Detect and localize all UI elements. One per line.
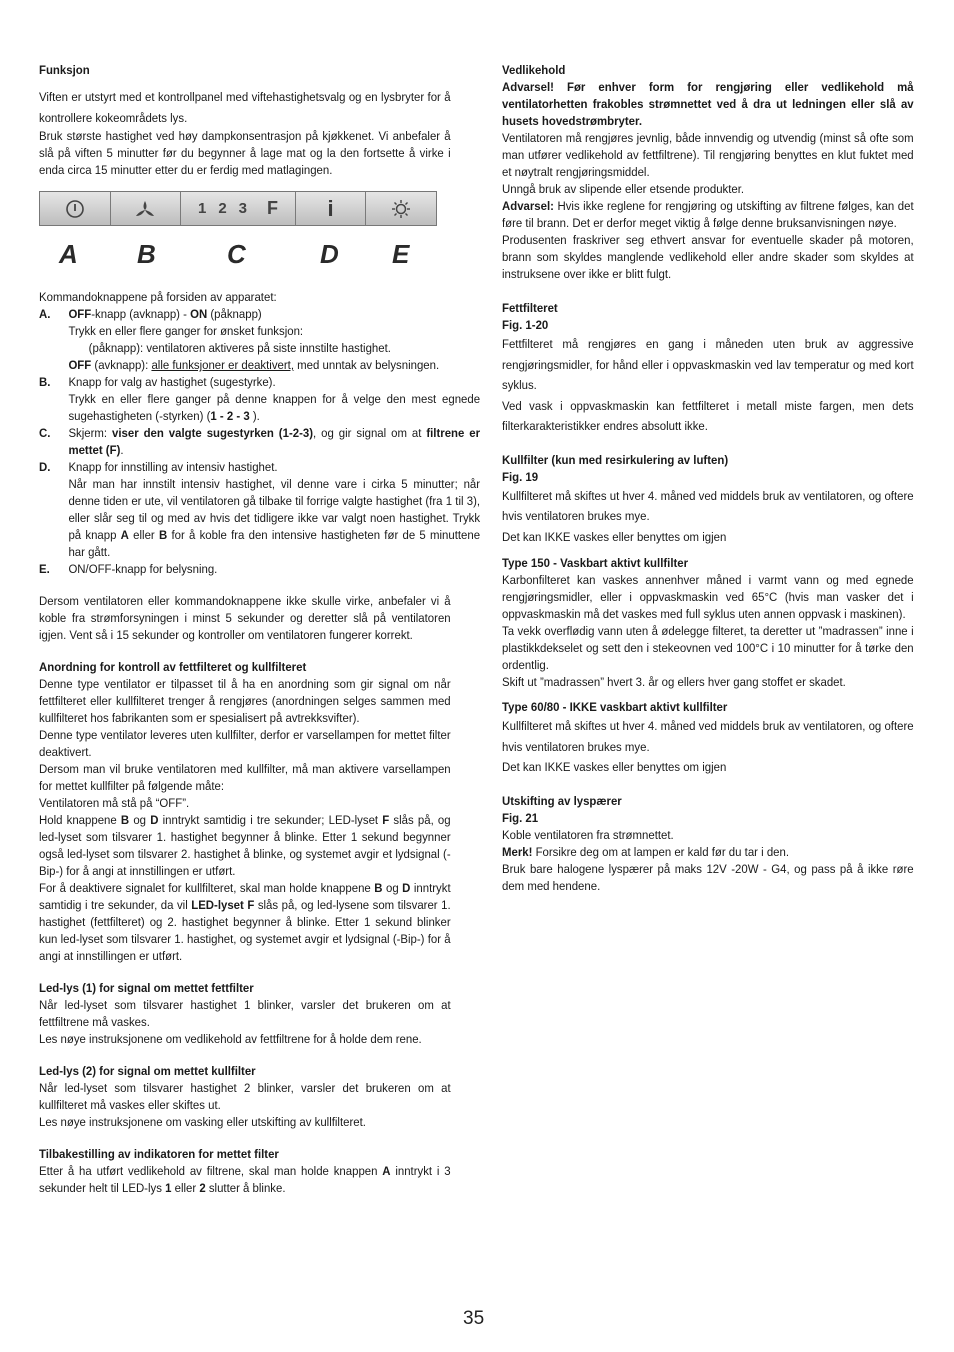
c-bold2: filtrene er mettet (F) [68,426,481,457]
reset-p1a: Etter å ha utført vedlikehold av filtrene, skal man holde knappen [39,1164,383,1178]
merk-bold: Merk! [502,844,533,859]
on-bold: ON [190,307,208,321]
kull-p2: Det kan IKKE vaskes eller benyttes om igjen [502,529,727,544]
vedlikehold-p3 [502,198,914,232]
d-or: eller [128,528,159,542]
a-end: (påknapp) [207,307,262,321]
d-b: B [158,528,168,542]
control-panel-illustration [39,191,451,281]
right-column [502,62,914,895]
funksjon-p1: Viften er utstyrt med et kontrollpanel med viftehastighetsvalg og en lysbryter for å kontrollere kokeområdets lys. [39,90,451,125]
led2-heading: Led-lys (2) for signal om mettet kullfilter [39,1064,256,1078]
speed-digit-2: 2 [218,200,227,217]
left-column [39,62,481,1197]
lys-p1: Koble ventilatoren fra strømnettet. [502,827,674,842]
letter-c: C [227,239,246,269]
c-mid: , og gir signal om at [313,426,427,440]
t6080-heading: Type 60/80 - IKKE vaskbart aktivt kullfilter [502,700,728,714]
filter-digit-f: F [267,198,278,218]
anordning-p5 [39,812,451,880]
letter-a: A [59,239,78,269]
command-b [39,374,480,425]
p5a: Hold knappene [39,813,121,827]
anordning-heading: Anordning for kontroll av fettfilteret og kullfilteret [39,660,307,674]
p6-og: og [382,881,403,895]
speed-digit-3: 3 [238,200,247,217]
off-bold: OFF [68,307,92,321]
commands-intro: Kommandoknappene på forsiden av apparatet: [39,290,277,304]
b-line1: Knapp for valg av hastighet (sugestyrke). [68,375,276,389]
p5-og: og [129,813,151,827]
t150-p2: Ta vekk overflødig vann uten å ødelegge filteret, ta deretter ut ”madrassen” inne i plastikkdekselet og sett den i stekeovnen ved 100°C i 10 minutter for å tørke den ordentlig. [502,624,914,672]
page-number: 35 [463,1308,485,1329]
vedlikehold-p3-text: Hvis ikke reglene for rengjøring og utskifting av filtrene følges, kan det føre til brann. Det er derfor meget viktig å følge denne bruksanvisningen nøye. [502,199,914,230]
control-panel [39,191,437,226]
led2-p1: Når led-lyset som tilsvarer hastighet 2 blinker, varsler det brukeren om at kullfilteret må vaskes eller skiftes ut. [39,1081,451,1112]
vedlikehold-warning: Advarsel! Før enhver form for rengjøring eller vedlikehold må ventilatorhetten frakobles strømnettet ved å dra ut ledningen eller slå av husets hovedstrømbryter. [502,80,914,128]
p6a: For å deaktivere signalet for kullfilteret, skal man holde knappene [39,881,375,895]
speed-digit-1: 1 [197,200,207,217]
command-a-line3: (påknapp): ventilatoren aktiveres på siste innstilte hastighet. [88,341,391,355]
letter-d: D [320,239,339,269]
off-bold-2: OFF [68,358,92,372]
led1-p2: Les nøye instruksjonene om vedlikehold av fettfiltrene for å holde dem rene. [39,1032,422,1046]
command-b-label: B. [39,375,51,389]
panel-letters [39,239,451,269]
reset-p1 [39,1163,451,1197]
command-c-label: C. [39,426,51,440]
reset-heading: Tilbakestilling av indikatoren for mettet filter [39,1147,279,1161]
t150-p3: Skift ut ”madrassen” hvert 3. år og ellers hver gang stoffet er skadet. [502,675,846,689]
anordning-p3: Dersom man vil bruke ventilatoren med kullfilter, må man aktivere varsellampen for mettet kullfilter på følgende måte: [39,762,451,793]
command-d-label: D. [39,460,51,474]
p5-f: F [382,813,390,827]
c-end: . [120,443,124,457]
led1-heading: Led-lys (1) for signal om mettet fettfilter [39,981,254,995]
anordning-p6 [39,880,451,965]
d-line1: Knapp for innstilling av intensiv hastighet. [68,460,278,474]
command-e [39,561,480,578]
anordning-p1: Denne type ventilator er tilpasset til å ha en anordning som gir signal om når fettfilteret eller kullfilteret trenger å rengjøres (anordningen selges sammen med kullfilteret hos fabrikanten som er spesialisert på avtrekksvifter). [39,677,451,725]
letter-e: E [392,239,410,269]
lys-fig: Fig. 21 [502,810,539,825]
p6b: inntrykt samtidig i tre sekunder, da vil [39,881,451,912]
vedlikehold-p2: Unngå bruk av slipende eller etsende produkter. [502,182,745,196]
kull-fig: Fig. 19 [502,469,539,484]
fett-p1: Fettfilteret må rengjøres en gang i måneden uten bruk av aggressive rengjøringsmidler, for hånd eller i oppvaskmaskin ved lav temperatur og med kort syklus. [502,337,914,392]
p5-d: D [150,813,159,827]
p6c: slås på, og led-lysene som tilsvarer 1. hastighet (fettfilteret) og 2. hastighet begynner å blinke. Etter 1 sekund blinker kun led-lyset som tilsvarer 1. hastighet, og systemet avgir et lydsignal (-Bip-) for å angi at innstillingen er utført. [39,898,451,963]
p5b: inntrykt samtidig i tre sekunder; LED-lyset [158,813,383,827]
lys-p2 [502,844,914,861]
p5c: slås på, og led-lyset som tilsvarer 1. hastighet begynner å blinke. Etter 1 sekund begynner også led-lyset som tilsvarer 2. hastighet å blinke, og systemet avgir et lydsignal (-Bip-) for å angi at innstillingen er utført. [39,813,451,878]
d-a: A [120,528,129,542]
command-c [39,425,480,459]
info-icon: i [296,192,367,225]
b-line2: Trykk en eller flere ganger på denne knappen for å velge den mest egnede sugehastigheten (-styrken) ( [68,392,481,423]
reset-a: A [382,1164,391,1178]
led1-p1: Når led-lyset som tilsvarer hastighet 1 blinker, varsler det brukeren om at fettfiltrene må vaskes. [39,998,451,1029]
a-line4-mid: (avknapp): [91,358,152,372]
command-d [39,459,480,561]
kull-p1: Kullfilteret må skiftes ut hver 4. måned ved middels bruk av ventilatoren, og oftere hvis ventilatoren brukes mye. [502,488,914,523]
a-mid: -knapp (avknapp) - [91,307,191,321]
p6-d: D [402,881,411,895]
letter-b: B [137,239,156,269]
speed-display [181,192,295,225]
funksjon-p2: Bruk største hastighet ved høy dampkonsentrasjon på kjøkkenet. Vi anbefaler å slå på viften 5 minutter før du begynner å lage mat og la den fortsette å virke i enda circa 15 minutter etter du er ferdig med matlagingen. [39,129,451,177]
lys-p3: Bruk bare halogene lyspærer på maks 12V -20W - G4, og pass på å ikke røre dem med hendene. [502,861,914,893]
light-icon [366,192,436,225]
b-end: ). [249,409,260,423]
fan-icon [111,192,182,225]
p6-bold: LED-lyset F [191,898,255,912]
lys-heading: Utskifting av lyspærer [502,793,622,808]
reset-or: eller [171,1181,200,1195]
t6080-p2: Det kan IKKE vaskes eller benyttes om igjen [502,760,727,774]
advarsel-bold: Advarsel: [502,199,554,213]
t150-heading: Type 150 - Vaskbart aktivt kullfilter [502,556,689,570]
a-line4-underlined: alle funksjoner er deaktivert, [151,358,295,372]
a-line4-end: med unntak av belysningen. [294,358,440,372]
funksjon-heading: Funksjon [39,63,90,77]
t150-p1: Karbonfilteret kan vaskes annenhver måned i varmt vann og med egnede rengjøringsmidler, eller i oppvaskmaskin ved 65°C (hvis man vasker det i oppvaskmaskin må det vaskes med full syklus uten annen oppvask i maskinen). [502,573,914,621]
command-a [39,306,480,340]
vedlikehold-p1: Ventilatoren må rengjøres jevnlig, både innvendig og utvendig (minst så ofte som man utfører vedlikehold av fettfiltrene). Til rengjøring benyttes en klut fuktet med et nøytralt rengjøringsmiddel. [502,131,914,179]
p5-b: B [120,813,130,827]
reset-p1c: slutter å blinke. [205,1181,286,1195]
vedlikehold-heading: Vedlikehold [502,63,566,77]
c-start: Skjerm: [68,426,113,440]
command-a-label: A. [39,307,51,321]
anordning-p2: Denne type ventilator leveres uten kullfilter, derfor er varsellampen for mettet filter deaktivert. [39,728,451,759]
t6080-p1: Kullfilteret må skiftes ut hver 4. måned ved middels bruk av ventilatoren, og oftere hvis ventilatoren brukes mye. [502,719,914,754]
reset-one: 1 [165,1181,172,1195]
lys-p2-text: Forsikre deg om at lampen er kald før du tar i den. [532,844,790,859]
d-line2a: Når man har innstilt intensiv hastighet, vil denne vare i cirka 5 minutter; når denne tiden er ute, vil ventilatoren gå tilbake til forrige valgte hastighet (fra 1 til 3), eller slår seg til og med av hvis det tidligere ikke var valgt noen hastighet. Trykk på knapp [68,477,481,542]
anordning-p4: Ventilatoren må stå på “OFF”. [39,796,190,810]
fett-heading: Fettfilteret [502,301,558,315]
e-line1: ON/OFF-knapp for belysning. [68,562,218,576]
dersom-paragraph: Dersom ventilatoren eller kommandoknappene ikke skulle virke, anbefaler vi å koble fra strømforsyningen i minst 5 sekunder og deretter slå på ventilatoren igjen. Vent så i 15 sekunder og kontroller om ventilatoren fungerer korrekt. [39,594,451,642]
fett-p2: Ved vask i oppvaskmaskin kan fettfilteret i metall miste fargen, men dets filterkarakteristikker endres absolutt ikke. [502,398,914,433]
led2-p2: Les nøye instruksjonene om vasking eller utskifting av kullfilteret. [39,1115,366,1129]
a-line2: Trykk en eller flere ganger for ønsket funksjon: [68,324,304,338]
command-e-label: E. [39,562,50,576]
c-bold1: viser den valgte sugestyrken (1-2-3) [112,426,314,440]
vedlikehold-p4: Produsenten fraskriver seg ethvert ansvar for eventuelle skader på motoren, brann som skyldes manglende vedlikehold eller andre skader som skyldes at instruksene over ikke er blitt fulgt. [502,233,914,281]
fett-fig: Fig. 1-20 [502,318,549,332]
b-bold: 1 - 2 - 3 [210,409,250,423]
kull-heading: Kullfilter (kun med resirkulering av luften) [502,452,729,467]
d-line2b: for å koble fra den intensive hastigheten før de 5 minuttene har gått. [68,528,481,559]
power-icon [40,192,111,225]
reset-two: 2 [199,1181,206,1195]
p6-b: B [374,881,383,895]
command-a-off [39,357,480,374]
reset-p1b: inntrykt i 3 sekunder helt til LED-lys [39,1164,451,1195]
